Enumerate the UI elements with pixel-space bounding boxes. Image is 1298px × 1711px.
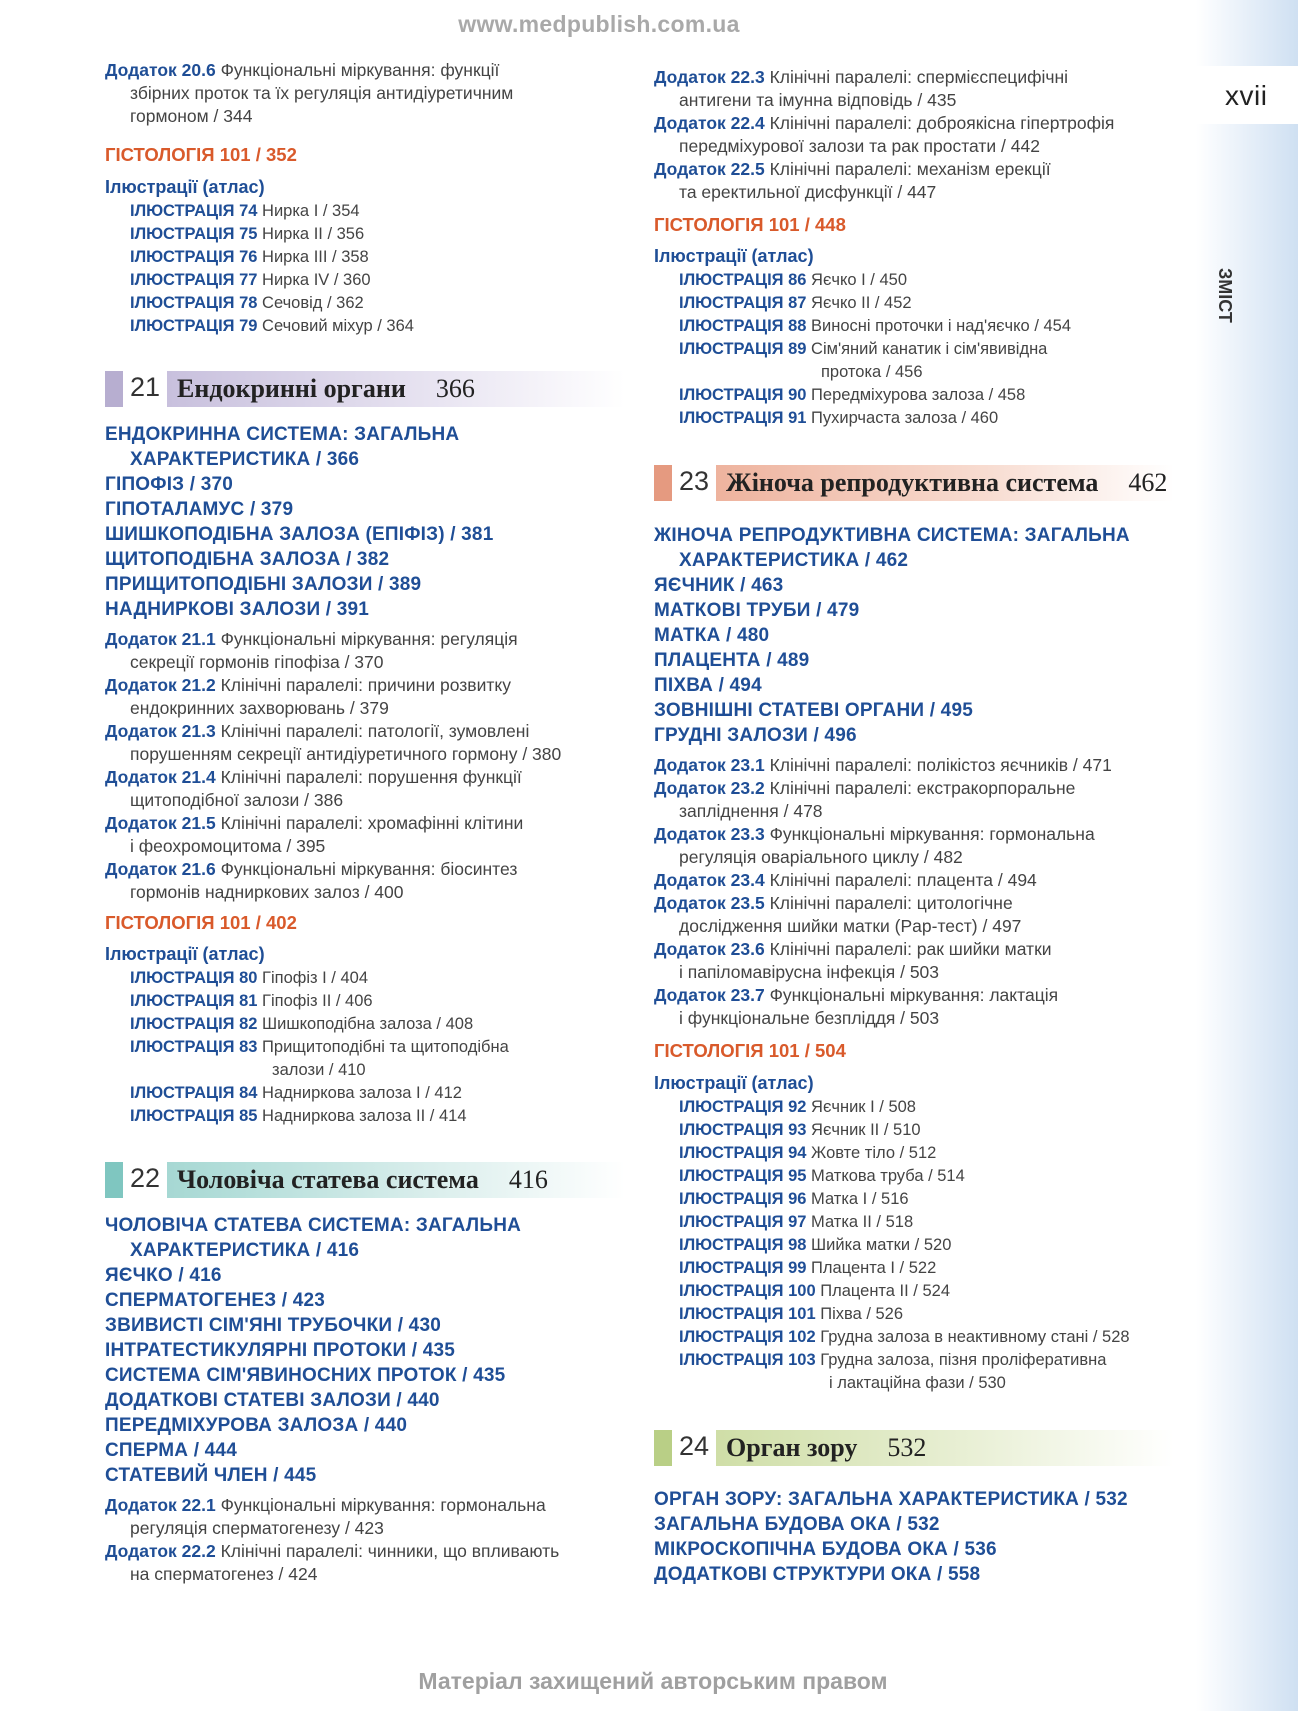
watermark-site-url: www.medpublish.com.ua [458, 11, 740, 37]
toc-section[interactable]: ГРУДНІ ЗАЛОЗИ / 496 [654, 725, 857, 746]
toc-illustration-76[interactable]: ІЛЮСТРАЦІЯ 76 Нирка III / 358 [130, 248, 369, 266]
toc-appendix-21-3[interactable]: Додаток 21.3 Клінічні паралелі: патології, зумовлені порушенням секреції антидіуретичного гормону / 380 [105, 721, 562, 764]
toc-illustration-99[interactable]: ІЛЮСТРАЦІЯ 99 Плацента I / 522 [679, 1259, 937, 1277]
toc-section[interactable]: СТАТЕВИЙ ЧЛЕН / 445 [105, 1465, 317, 1486]
side-tab-strip [1196, 0, 1298, 1711]
toc-section[interactable]: МАТКА / 480 [654, 625, 770, 646]
toc-section[interactable]: СПЕРМАТОГЕНЕЗ / 423 [105, 1290, 326, 1311]
toc-illustration-78[interactable]: ІЛЮСТРАЦІЯ 78 Сечовід / 362 [130, 294, 364, 312]
toc-appendix-22-3[interactable]: Додаток 22.3 Клінічні паралелі: спермієспецифічні антигени та імунна відповідь / 435 [654, 67, 1069, 110]
chapter-title: Орган зору 532 [726, 1433, 927, 1462]
toc-section[interactable]: ОРГАН ЗОРУ: ЗАГАЛЬНА ХАРАКТЕРИСТИКА / 532 [654, 1489, 1128, 1510]
chapter-number: 21 [130, 372, 161, 402]
toc-section[interactable]: МАТКОВІ ТРУБИ / 479 [654, 600, 860, 621]
toc-appendix-23-4[interactable]: Додаток 23.4 Клінічні паралелі: плацента / 494 [654, 870, 1037, 890]
toc-illustration-97[interactable]: ІЛЮСТРАЦІЯ 97 Матка II / 518 [679, 1213, 914, 1231]
toc-atlas-heading: Ілюстрації (атлас) [105, 177, 265, 197]
toc-illustration-82[interactable]: ІЛЮСТРАЦІЯ 82 Шишкоподібна залоза / 408 [130, 1015, 474, 1033]
toc-illustration-95[interactable]: ІЛЮСТРАЦІЯ 95 Маткова труба / 514 [679, 1167, 965, 1185]
toc-section[interactable]: СПЕРМА / 444 [105, 1440, 237, 1461]
toc-illustration-103[interactable]: ІЛЮСТРАЦІЯ 103 Грудна залоза, пізня проліферативна і лактаційна фази / 530 [679, 1351, 1107, 1392]
toc-section[interactable]: ЕНДОКРИННА СИСТЕМА: ЗАГАЛЬНА ХАРАКТЕРИСТИКА / 366 [105, 424, 460, 470]
toc-section[interactable]: ЧОЛОВІЧА СТАТЕВА СИСТЕМА: ЗАГАЛЬНА ХАРАКТЕРИСТИКА / 416 [105, 1215, 522, 1261]
toc-illustration-89[interactable]: ІЛЮСТРАЦІЯ 89 Сім'яний канатик і сім'явивідна протока / 456 [679, 340, 1048, 381]
toc-appendix-21-6[interactable]: Додаток 21.6 Функціональні міркування: біосинтез гормонів надниркових залоз / 400 [105, 859, 518, 902]
toc-appendix-23-5[interactable]: Додаток 23.5 Клінічні паралелі: цитологічне дослідження шийки матки (Pap-тест) / 497 [654, 893, 1022, 936]
toc-appendix-20-6[interactable]: Додаток 20.6 Функціональні міркування: функції збірних проток та їх регуляція антидіуретичним гормоном / 344 [105, 60, 514, 126]
toc-illustration-84[interactable]: ІЛЮСТРАЦІЯ 84 Надниркова залоза I / 412 [130, 1084, 462, 1102]
toc-appendix-21-5[interactable]: Додаток 21.5 Клінічні паралелі: хромафінні клітини і феохромоцитома / 395 [105, 813, 524, 856]
toc-histology-heading[interactable]: ГІСТОЛОГІЯ 101 / 448 [654, 214, 846, 235]
toc-illustration-80[interactable]: ІЛЮСТРАЦІЯ 80 Гіпофіз I / 404 [130, 969, 369, 987]
chapter-title: Чоловіча статева система 416 [177, 1165, 548, 1194]
toc-section[interactable]: ЩИТОПОДІБНА ЗАЛОЗА / 382 [105, 549, 390, 570]
toc-appendix-21-1[interactable]: Додаток 21.1 Функціональні міркування: регуляція секреції гормонів гіпофіза / 370 [105, 629, 518, 672]
toc-appendix-22-5[interactable]: Додаток 22.5 Клінічні паралелі: механізм ерекції та еректильної дисфункції / 447 [654, 159, 1051, 202]
chapter-number: 22 [130, 1163, 161, 1193]
toc-section[interactable]: ЗВИВИСТІ СІМ'ЯНІ ТРУБОЧКИ / 430 [105, 1315, 441, 1336]
toc-illustration-85[interactable]: ІЛЮСТРАЦІЯ 85 Надниркова залоза II / 414 [130, 1107, 467, 1125]
toc-illustration-96[interactable]: ІЛЮСТРАЦІЯ 96 Матка I / 516 [679, 1190, 909, 1208]
toc-illustration-81[interactable]: ІЛЮСТРАЦІЯ 81 Гіпофіз II / 406 [130, 992, 373, 1010]
toc-appendix-21-2[interactable]: Додаток 21.2 Клінічні паралелі: причини розвитку ендокринних захворювань / 379 [105, 675, 511, 718]
chapter-title: Ендокринні органи 366 [177, 374, 475, 403]
toc-illustration-77[interactable]: ІЛЮСТРАЦІЯ 77 Нирка IV / 360 [130, 271, 371, 289]
toc-illustration-83[interactable]: ІЛЮСТРАЦІЯ 83 Прищитоподібні та щитоподібна залози / 410 [130, 1038, 509, 1079]
toc-section[interactable]: ЗОВНІШНІ СТАТЕВІ ОРГАНИ / 495 [654, 700, 973, 721]
toc-appendix-22-2[interactable]: Додаток 22.2 Клінічні паралелі: чинники, що впливають на сперматогенез / 424 [105, 1541, 560, 1584]
chapter-22-header[interactable] [105, 1162, 625, 1198]
chapter-number: 24 [679, 1431, 710, 1461]
toc-appendix-21-4[interactable]: Додаток 21.4 Клінічні паралелі: порушення функції щитоподібної залози / 386 [105, 767, 522, 810]
side-section-label: ЗМІСТ [1215, 268, 1235, 323]
toc-section[interactable]: ШИШКОПОДІБНА ЗАЛОЗА (ЕПІФІЗ) / 381 [105, 524, 494, 545]
chapter-number: 23 [679, 466, 710, 496]
toc-histology-heading[interactable]: ГІСТОЛОГІЯ 101 / 504 [654, 1040, 846, 1061]
toc-appendix-23-3[interactable]: Додаток 23.3 Функціональні міркування: гормональна регуляція оваріального циклу / 482 [654, 824, 1095, 867]
toc-appendix-22-4[interactable]: Додаток 22.4 Клінічні паралелі: доброякісна гіпертрофія передміхурової залози та рак простати / 442 [654, 113, 1115, 156]
toc-illustration-98[interactable]: ІЛЮСТРАЦІЯ 98 Шийка матки / 520 [679, 1236, 952, 1254]
toc-illustration-93[interactable]: ІЛЮСТРАЦІЯ 93 Яєчник II / 510 [679, 1121, 921, 1139]
toc-illustration-88[interactable]: ІЛЮСТРАЦІЯ 88 Виносні проточки і над'яєчко / 454 [679, 317, 1072, 335]
toc-section[interactable]: ПЛАЦЕНТА / 489 [654, 650, 810, 671]
toc-histology-heading[interactable]: ГІСТОЛОГІЯ 101 / 402 [105, 912, 297, 933]
toc-appendix-22-1[interactable]: Додаток 22.1 Функціональні міркування: гормональна регуляція сперматогенезу / 423 [105, 1495, 546, 1538]
copyright-watermark: Матеріал захищений авторським правом [418, 1668, 888, 1694]
toc-section[interactable]: ДОДАТКОВІ СТРУКТУРИ ОКА / 558 [654, 1564, 981, 1585]
chapter-24-header[interactable] [654, 1430, 1174, 1466]
toc-illustration-94[interactable]: ІЛЮСТРАЦІЯ 94 Жовте тіло / 512 [679, 1144, 937, 1162]
toc-section[interactable]: ЗАГАЛЬНА БУДОВА ОКА / 532 [654, 1514, 940, 1535]
toc-illustration-100[interactable]: ІЛЮСТРАЦІЯ 100 Плацента II / 524 [679, 1282, 951, 1300]
toc-illustration-79[interactable]: ІЛЮСТРАЦІЯ 79 Сечовий міхур / 364 [130, 317, 414, 335]
toc-illustration-86[interactable]: ІЛЮСТРАЦІЯ 86 Яєчко I / 450 [679, 271, 907, 289]
chapter-23-header[interactable] [654, 465, 1174, 501]
chapter-21-header[interactable] [105, 371, 625, 407]
toc-appendix-23-2[interactable]: Додаток 23.2 Клінічні паралелі: екстракорпоральне запліднення / 478 [654, 778, 1076, 821]
toc-section[interactable]: ЖІНОЧА РЕПРОДУКТИВНА СИСТЕМА: ЗАГАЛЬНА ХАРАКТЕРИСТИКА / 462 [654, 525, 1130, 571]
toc-illustration-90[interactable]: ІЛЮСТРАЦІЯ 90 Передміхурова залоза / 458 [679, 386, 1026, 404]
toc-illustration-92[interactable]: ІЛЮСТРАЦІЯ 92 Яєчник I / 508 [679, 1098, 916, 1116]
toc-appendix-23-7[interactable]: Додаток 23.7 Функціональні міркування: лактація і функціональне безпліддя / 503 [654, 985, 1059, 1028]
toc-section[interactable]: ГІПОТАЛАМУС / 379 [105, 499, 294, 520]
toc-appendix-23-1[interactable]: Додаток 23.1 Клінічні паралелі: полікістоз яєчників / 471 [654, 755, 1112, 775]
toc-illustration-101[interactable]: ІЛЮСТРАЦІЯ 101 Піхва / 526 [679, 1305, 904, 1323]
toc-histology-heading[interactable]: ГІСТОЛОГІЯ 101 / 352 [105, 144, 297, 165]
toc-appendix-23-6[interactable]: Додаток 23.6 Клінічні паралелі: рак шийки матки і папіломавірусна інфекція / 503 [654, 939, 1052, 982]
toc-section[interactable]: СИСТЕМА СІМ'ЯВИНОСНИХ ПРОТОК / 435 [105, 1365, 506, 1386]
toc-section[interactable]: ПЕРЕДМІХУРОВА ЗАЛОЗА / 440 [105, 1415, 408, 1436]
chapter-title: Жіноча репродуктивна система 462 [726, 468, 1168, 497]
toc-illustration-75[interactable]: ІЛЮСТРАЦІЯ 75 Нирка II / 356 [130, 225, 365, 243]
toc-section[interactable]: ЯЄЧКО / 416 [105, 1265, 222, 1286]
toc-atlas-heading: Ілюстрації (атлас) [654, 1073, 814, 1093]
toc-section[interactable]: МІКРОСКОПІЧНА БУДОВА ОКА / 536 [654, 1539, 997, 1560]
toc-section[interactable]: ЯЄЧНИК / 463 [654, 575, 784, 596]
toc-section[interactable]: ГІПОФІЗ / 370 [105, 474, 234, 495]
toc-illustration-91[interactable]: ІЛЮСТРАЦІЯ 91 Пухирчаста залоза / 460 [679, 409, 999, 427]
toc-section[interactable]: НАДНИРКОВІ ЗАЛОЗИ / 391 [105, 599, 370, 620]
toc-atlas-heading: Ілюстрації (атлас) [654, 246, 814, 266]
toc-atlas-heading: Ілюстрації (атлас) [105, 944, 265, 964]
toc-section[interactable]: ІНТРАТЕСТИКУЛЯРНІ ПРОТОКИ / 435 [105, 1340, 456, 1361]
toc-illustration-102[interactable]: ІЛЮСТРАЦІЯ 102 Грудна залоза в неактивному стані / 528 [679, 1328, 1130, 1346]
toc-section[interactable]: ПІХВА / 494 [654, 675, 762, 696]
toc-illustration-74[interactable]: ІЛЮСТРАЦІЯ 74 Нирка I / 354 [130, 202, 360, 220]
toc-section[interactable]: ДОДАТКОВІ СТАТЕВІ ЗАЛОЗИ / 440 [105, 1390, 440, 1411]
toc-section[interactable]: ПРИЩИТОПОДІБНІ ЗАЛОЗИ / 389 [105, 574, 422, 595]
toc-illustration-87[interactable]: ІЛЮСТРАЦІЯ 87 Яєчко II / 452 [679, 294, 912, 312]
page-number: xvii [1225, 80, 1268, 111]
